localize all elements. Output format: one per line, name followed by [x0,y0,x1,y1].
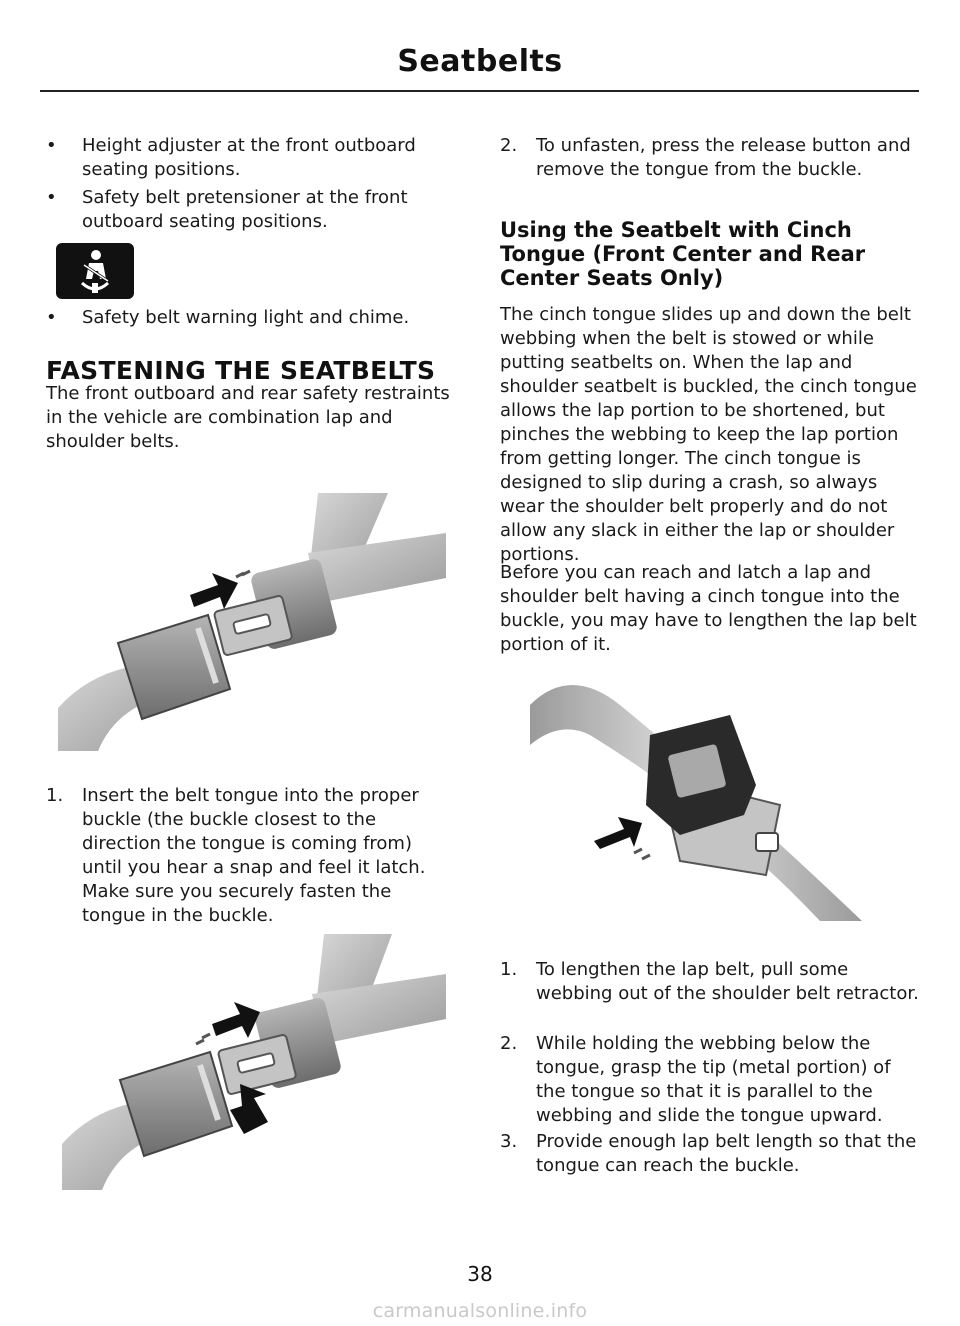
list-item-text: Height adjuster at the front outboard seating positions. [82,135,416,180]
list-item [500,1032,920,1128]
list-item [46,306,451,330]
bullet-marker: • [46,187,57,208]
bullet-marker: • [46,307,57,328]
list-item [46,134,451,182]
step-text: To lengthen the lap belt, pull some webbing out of the shoulder belt retractor. [536,959,919,1004]
step-number: 1. [500,959,518,980]
buckle-release-illustration [62,934,446,1190]
step-number: 2. [500,135,518,156]
list-item-text: Safety belt pretensioner at the front outboard seating positions. [82,187,408,232]
list-item [46,784,456,928]
step-text: Provide enough lap belt length so that the tongue can reach the buckle. [536,1131,917,1176]
bullet-marker: • [46,135,57,156]
sub-heading: Using the Seatbelt with Cinch Tongue (Front Center and Rear Center Seats Only) [500,218,866,290]
lengthen-paragraph: Before you can reach and latch a lap and shoulder belt having a cinch tongue into the buckle, you may have to lengthen the lap belt portion of it. [500,562,917,655]
list-item-text: Safety belt warning light and chime. [82,307,410,328]
list-item [500,1130,920,1178]
page-title: Seatbelts [397,44,563,79]
step-number: 2. [500,1033,518,1054]
page-number: 38 [467,1262,493,1286]
section-heading: FASTENING THE SEATBELTS [46,356,436,385]
step-text: To unfasten, press the release button and remove the tongue from the buckle. [536,135,911,180]
step-text: While holding the webbing below the tongue, grasp the tip (metal portion) of the tongue so that it is parallel to the webbing and slide the tongue upward. [536,1033,891,1126]
list-item [46,186,451,234]
seatbelt-warning-icon [56,243,134,299]
list-item [500,958,920,1030]
buckle-insert-illustration [58,493,446,751]
cinch-paragraph: The cinch tongue slides up and down the belt webbing when the belt is stowed or while putting seatbelts on. When the lap and shoulder seatbelt is buckled, the cinch tongue allows the lap portion to be shortened, but pinches the webbing to keep the lap portion from getting longer. The cinch tongue is designed to slip during a crash, so always wear the shoulder belt properly and do not allow any slack in either the lap or shoulder portions. [500,304,917,565]
step-number: 1. [46,785,64,806]
step-text: Insert the belt tongue into the proper buckle (the buckle closest to the direction the tongue is coming from) until you hear a snap and feel it latch. Make sure you securely fasten the tongue in the buckle. [82,785,426,926]
header-divider [40,90,919,92]
cinch-tongue-illustration [530,665,862,921]
step-number: 3. [500,1131,518,1152]
intro-paragraph: The front outboard and rear safety restraints in the vehicle are combination lap and shoulder belts. [46,383,450,452]
list-item [500,134,912,206]
source-watermark: carmanualsonline.info [372,1300,588,1322]
